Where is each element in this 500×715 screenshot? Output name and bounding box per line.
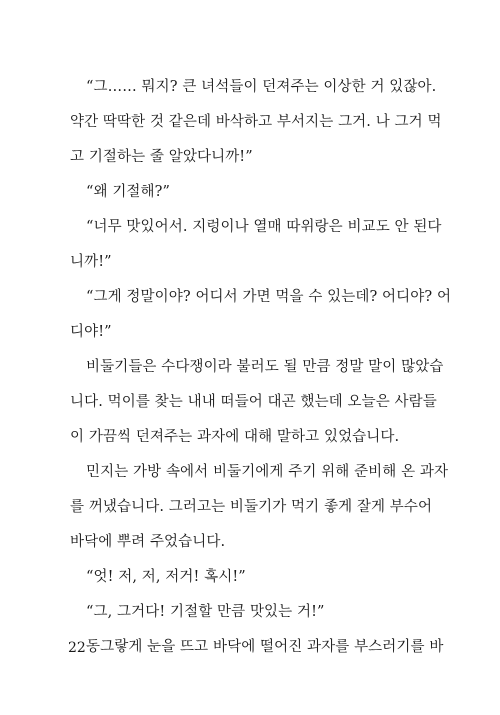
text-line: 바닥에 뿌려 주었습니다. (70, 534, 226, 550)
text-line: 니다. 먹이를 찾는 내내 떠들어 대곤 했는데 오늘은 사람들 (70, 394, 437, 410)
text-line: 니까!” (70, 254, 112, 270)
text-line: 약간 딱딱한 것 같은데 바삭하고 부서지는 그거. 나 그거 먹 (70, 114, 442, 130)
text-line: “그게 정말이야? 어디서 가면 먹을 수 있는데? 어디야? 어 (86, 289, 452, 305)
text-line: 동그랗게 눈을 뜨고 바닥에 떨어진 과자를 부스러기를 바 (86, 639, 444, 655)
text-line: 고 기절하는 줄 알았다니까!” (70, 149, 253, 165)
text-line: “그…… 뭐지? 큰 녀석들이 던져주는 이상한 거 있잖아. (86, 79, 437, 95)
text-line: “엇! 저, 저, 저거! 혹시!” (86, 569, 246, 585)
text-line: 민지는 가방 속에서 비둘기에게 주기 위해 준비해 온 과자 (86, 464, 449, 480)
text-line: “너무 맛있어서. 지렁이나 열매 따위랑은 비교도 안 된다 (86, 219, 442, 235)
text-line: “왜 기절해?” (86, 184, 171, 200)
text-line: 비둘기들은 수다쟁이라 불러도 될 만큼 정말 말이 많았습 (86, 359, 444, 375)
page-number: 22 (68, 640, 86, 656)
text-line: 이 가끔씩 던져주는 과자에 대해 말하고 있었습니다. (70, 429, 400, 445)
text-line: “그, 그거다! 기절할 만큼 맛있는 거!” (86, 604, 325, 620)
book-page-text (70, 80, 455, 675)
text-line: 디야!” (70, 324, 112, 340)
text-line: 를 꺼냈습니다. 그러고는 비둘기가 먹기 좋게 잘게 부수어 (70, 499, 433, 515)
